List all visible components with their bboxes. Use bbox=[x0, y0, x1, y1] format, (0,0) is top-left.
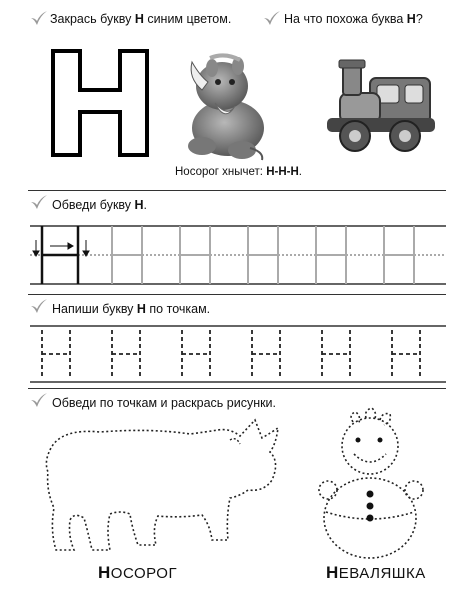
section-divider bbox=[28, 388, 446, 389]
checkmark-icon bbox=[30, 298, 48, 316]
checkmark-icon bbox=[263, 10, 281, 28]
section-divider bbox=[28, 294, 446, 295]
task1-instruction: Закрась букву Н синим цветом. bbox=[50, 12, 232, 26]
rhino-caption: Носорог хнычет: Н-Н-Н. bbox=[175, 166, 302, 178]
checkmark-icon bbox=[30, 10, 48, 28]
task3-instruction: Обведи букву Н. bbox=[52, 198, 148, 212]
word-rhino: НОСОРОГ bbox=[98, 563, 178, 582]
dotted-writing-row bbox=[30, 326, 446, 384]
toy-train-picture bbox=[325, 58, 440, 158]
task2-instruction: На что похожа буква Н? bbox=[284, 12, 423, 26]
word-roly-poly: НЕВАЛЯШКА bbox=[326, 563, 426, 582]
rhino-picture bbox=[180, 48, 270, 163]
section-divider bbox=[28, 190, 446, 191]
roly-poly-doll-outline bbox=[318, 410, 436, 560]
big-letter-h-outline bbox=[50, 48, 150, 158]
tracing-row bbox=[30, 224, 446, 290]
rhino-outline bbox=[40, 410, 290, 560]
task4-instruction: Напиши букву Н по точкам. bbox=[52, 302, 211, 316]
checkmark-icon bbox=[30, 194, 48, 212]
checkmark-icon bbox=[30, 392, 48, 410]
task5-instruction: Обведи по точкам и раскрась рисунки. bbox=[52, 396, 277, 410]
